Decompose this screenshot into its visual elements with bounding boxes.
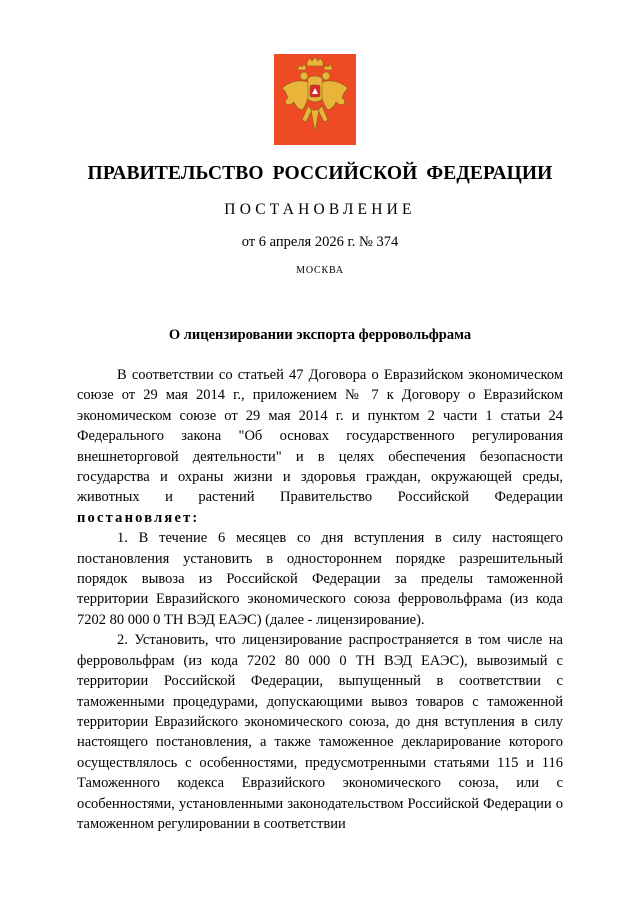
document-subject: О лицензировании экспорта ферровольфрама: [168, 327, 472, 343]
city: МОСКВА: [296, 265, 344, 276]
document-type: ПОСТАНОВЛЕНИЕ: [224, 201, 416, 218]
paragraph-1: 1. В течение 6 месяцев со дня вступления в силу настоящего постановления установить в одностороннем порядке разрешительный порядок вывоза из Российской Федерации за пределы таможенной территории Евразийского экономического союза ферровольфрама (из кода 7202 80 000 0 ТН ВЭД ЕАЭС) (далее - лицензирование).: [77, 530, 563, 628]
paragraph-2: 2. Установить, что лицензирование распространяется в том числе на ферровольфрам (из кода 7202 80 000 0 ТН ВЭД ЕАЭС), вывозимый с территории Российской Федерации, выпущенный в соответствии с таможенными процедурами, допускающими вывоз товаров с таможенной территории Евразийского экономического союза, до дня вступления в силу настоящего постановления, а также таможенное декларирование которого осуществлялось с особенностями, предусмотренными статьями 115 и 116 Таможенного кодекса Евразийского экономического союза, или с особенностями, установленными законодательством Российской Федерации о таможенном регулировании в соответствии: [77, 632, 563, 832]
coat-of-arms-icon: [274, 54, 356, 145]
government-title: ПРАВИТЕЛЬСТВО РОССИЙСКОЙ ФЕДЕРАЦИИ: [87, 163, 553, 184]
preamble-text: В соответствии со статьей 47 Договора о Евразийском экономическом союзе от 29 мая 2014 г., приложением № 7 к Договору о Евразийском экономическом союзе от 29 мая 2014 г. и пунктом 2 части 1 статьи 24 Федерального закона "Об основах государственного регулирования внешнеторговой деятельности" и в целях обеспечения безопасности государства и охраны жизни и здоровья граждан, окружающей среды, животных и растений Правительство Российской Федерации: [77, 367, 563, 506]
preamble-paragraph: [77, 365, 563, 528]
document-date-number: от 6 апреля 2026 г. № 374: [241, 234, 399, 250]
resolves-keyword: постановляет:: [77, 509, 200, 526]
document-body: [77, 365, 563, 834]
